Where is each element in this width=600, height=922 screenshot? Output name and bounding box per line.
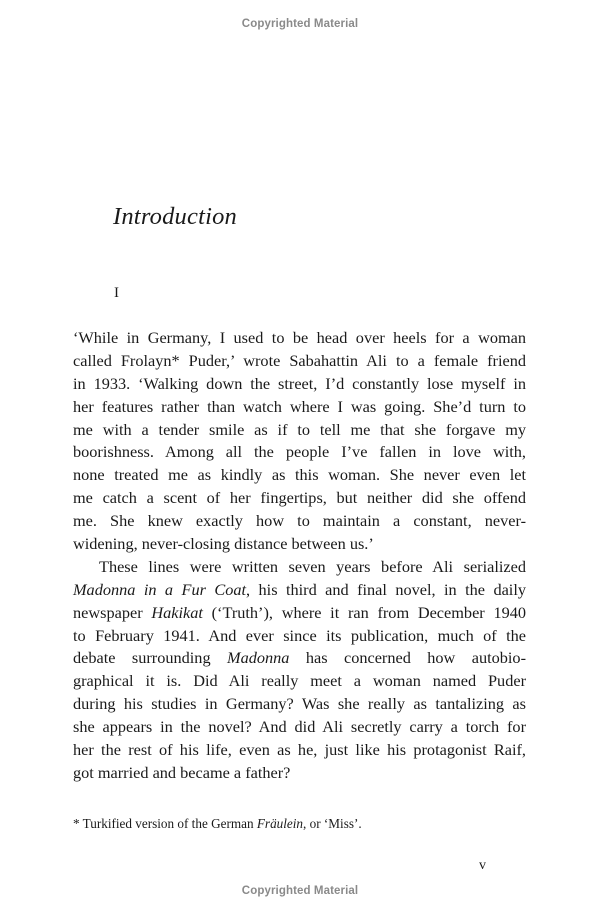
chapter-title: Introduction: [113, 203, 237, 230]
text-line: ‘While in Germany, I used to be head over heels for a woman: [73, 328, 526, 347]
text-line: boorishness. Among all the people I’ve fallen in love with,: [73, 442, 526, 462]
copyright-header: Copyrighted Material: [241, 18, 359, 30]
text-line: me with a tender smile as if to tell me that she forgave my: [73, 419, 526, 439]
text-line: her features rather than watch where I was going. She’d turn to: [73, 396, 526, 416]
section-number: I: [114, 285, 119, 301]
text-run: newspaper: [73, 602, 152, 622]
text-run: debate surrounding: [73, 648, 228, 668]
text-line: [73, 647, 526, 670]
text-line: These lines were written seven years before Ali serialized: [99, 556, 526, 576]
text-line: none treated me as kindly as this woman. She never even let: [73, 465, 526, 485]
footnote: [73, 816, 362, 832]
footnote-text: , or ‘Miss’.: [303, 816, 362, 831]
text-run: has concerned how autobio-: [289, 648, 526, 668]
text-line: got married and became a father?: [73, 762, 291, 782]
text-line: [73, 579, 526, 602]
text-run: (‘Truth’), where it ran from December 1940: [202, 602, 527, 622]
text-line: to February 1941. And ever since its publication, much of the: [73, 625, 526, 645]
book-title: Madonna: [227, 648, 290, 668]
text-line: widening, never-closing distance between us.’: [73, 534, 374, 554]
copyright-footer: Copyrighted Material: [241, 885, 359, 897]
text-line: graphical it is. Did Ali really meet a woman named Puder: [73, 671, 526, 691]
newspaper-title: Hakikat: [151, 602, 203, 622]
text-line: in 1933. ‘Walking down the street, I’d constantly lose myself in: [73, 373, 526, 393]
book-title: Madonna in a Fur Coat: [73, 579, 247, 599]
text-line: [73, 602, 526, 625]
footnote-text: * Turkified version of the German: [73, 816, 257, 831]
text-line: me. She knew exactly how to maintain a constant, never-: [73, 511, 526, 531]
body-text: [73, 327, 526, 785]
page-number: v: [479, 858, 486, 873]
text-line: called Frolayn* Puder,’ wrote Sabahattin Ali to a female friend: [73, 350, 526, 370]
text-line: she appears in the novel? And did Ali secretly carry a torch for: [73, 717, 526, 737]
text-run: , his third and final novel, in the daily: [246, 579, 526, 599]
text-line: her the rest of his life, even as he, just like his protagonist Raif,: [73, 740, 526, 760]
footnote-term: Fräulein: [256, 816, 304, 831]
text-line: during his studies in Germany? Was she really as tantalizing as: [73, 694, 526, 714]
text-line: me catch a scent of her fingertips, but neither did she offend: [73, 488, 526, 508]
